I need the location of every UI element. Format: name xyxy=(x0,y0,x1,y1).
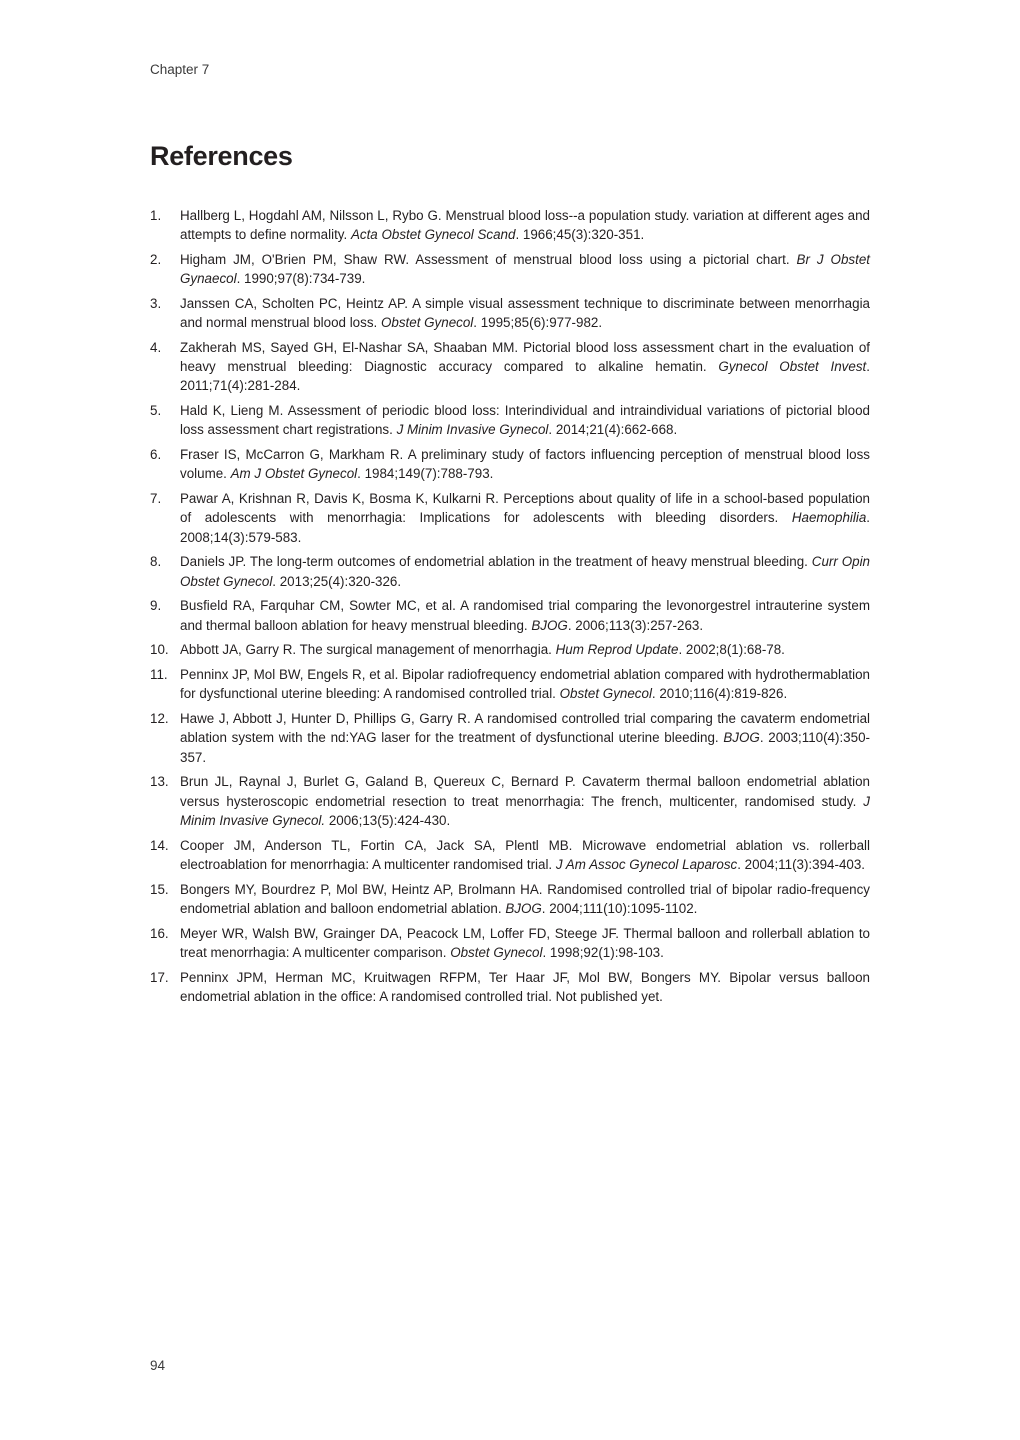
reference-authors: Abbott JA, Garry R. The surgical management of menorrhagia. xyxy=(180,642,556,658)
reference-authors: Busfield RA, Farquhar CM, Sowter MC, et al. A randomised trial comparing the levonorgestrel intrauterine system and thermal balloon ablation for heavy menstrual bleeding. xyxy=(180,598,870,633)
reference-number: 6. xyxy=(150,447,162,463)
reference-authors: Daniels JP. The long-term outcomes of endometrial ablation in the treatment of heavy menstrual bleeding. xyxy=(180,554,812,570)
page-number: 94 xyxy=(150,1358,166,1373)
reference-text xyxy=(180,596,870,634)
reference-item xyxy=(150,665,870,703)
reference-item xyxy=(150,880,870,918)
reference-number: 5. xyxy=(150,403,162,419)
page-title: References xyxy=(150,141,293,171)
reference-authors: Meyer WR, Walsh BW, Grainger DA, Peacock LM, Loffer FD, Steege JF. Thermal balloon and rollerball ablation to treat menorrhagia: A multicenter comparison. xyxy=(180,925,870,960)
reference-number: 1. xyxy=(150,208,162,223)
reference-number: 3. xyxy=(150,296,162,311)
reference-item xyxy=(150,836,870,874)
reference-journal: Haemophilia xyxy=(791,510,867,526)
reference-authors: Penninx JPM, Herman MC, Kruitwagen RFPM, Ter Haar JF, Mol BW, Bongers MY. Bipolar versus balloon endometrial ablation in the office: A randomised controlled trial. Not published yet. xyxy=(180,969,870,1004)
reference-citation: . 1966;45(3):320-351. xyxy=(515,227,645,243)
reference-citation: . 2008;14(3):579-583. xyxy=(180,510,870,545)
reference-authors: Hallberg L, Hogdahl AM, Nilsson L, Rybo G. Menstrual blood loss--a population study. variation at different ages and attempts to define normality. xyxy=(180,208,870,243)
reference-journal: BJOG xyxy=(723,730,760,746)
reference-journal: Br J Obstet Gynaecol xyxy=(180,252,870,287)
reference-text xyxy=(180,206,870,244)
reference-item xyxy=(150,489,870,547)
reference-item xyxy=(150,709,870,767)
reference-item xyxy=(150,772,870,830)
reference-number: 12. xyxy=(150,711,169,727)
reference-number: 13. xyxy=(150,774,169,790)
reference-number: 4. xyxy=(150,340,162,355)
reference-journal: Acta Obstet Gynecol Scand xyxy=(350,227,516,243)
reference-citation: 2006;13(5):424-430. xyxy=(325,812,451,828)
reference-citation: . 2013;25(4):320-326. xyxy=(272,573,402,589)
reference-text xyxy=(180,772,870,830)
reference-item xyxy=(150,294,870,332)
reference-item xyxy=(150,924,870,962)
reference-journal: Curr Opin Obstet Gynecol xyxy=(180,554,870,589)
reference-item xyxy=(150,968,870,1006)
reference-citation: . 2014;21(4):662-668. xyxy=(548,422,678,438)
reference-authors: Higham JM, O'Brien PM, Shaw RW. Assessment of menstrual blood loss using a pictorial chart. xyxy=(180,252,797,267)
reference-authors: Hawe J, Abbott J, Hunter D, Phillips G, Garry R. A randomised controlled trial comparing the cavaterm endometrial ablation system with the nd:YAG laser for the treatment of dysfunctional uterine bleeding. xyxy=(180,711,870,746)
reference-citation: . 2002;8(1):68-78. xyxy=(678,642,785,658)
reference-authors: Janssen CA, Scholten PC, Heintz AP. A simple visual assessment technique to discriminate between menorrhagia and normal menstrual blood loss. xyxy=(180,296,870,331)
reference-journal: BJOG xyxy=(531,617,568,633)
reference-number: 11. xyxy=(150,667,168,683)
reference-authors: Fraser IS, McCarron G, Markham R. A preliminary study of factors influencing perception of menstrual blood loss volume. xyxy=(180,447,870,482)
reference-text xyxy=(180,709,870,767)
reference-citation: . 1998;92(1):98-103. xyxy=(542,944,664,960)
reference-authors: Bongers MY, Bourdrez P, Mol BW, Heintz AP, Brolmann HA. Randomised controlled trial of bipolar radio-frequency endometrial ablation and balloon endometrial ablation. xyxy=(180,881,870,916)
reference-item xyxy=(150,401,870,439)
reference-text xyxy=(180,552,870,590)
reference-text xyxy=(180,401,870,439)
reference-number: 8. xyxy=(150,554,162,570)
reference-journal: J Minim Invasive Gynecol. xyxy=(180,793,870,828)
reference-authors: Zakherah MS, Sayed GH, El-Nashar SA, Shaaban MM. Pictorial blood loss assessment chart in the evaluation of heavy menstrual bleeding: Diagnostic accuracy compared to alkaline hematin. xyxy=(180,340,870,375)
reference-journal: Gynecol Obstet Invest xyxy=(718,359,867,375)
reference-number: 9. xyxy=(150,598,162,614)
reference-number: 17. xyxy=(150,969,169,985)
reference-citation: . 1995;85(6):977-982. xyxy=(473,315,603,331)
reference-citation: . 2010;116(4):819-826. xyxy=(651,686,788,702)
reference-item xyxy=(150,206,870,244)
reference-citation: . 1990;97(8):734-739. xyxy=(236,271,366,287)
reference-journal: J Minim Invasive Gynecol xyxy=(396,422,549,438)
reference-item xyxy=(150,250,870,288)
reference-number: 2. xyxy=(150,252,162,267)
reference-number: 10. xyxy=(150,642,169,658)
reference-item xyxy=(150,445,870,483)
reference-item xyxy=(150,640,870,659)
reference-journal: BJOG xyxy=(505,900,542,916)
reference-item xyxy=(150,596,870,634)
reference-citation: . 2011;71(4):281-284. xyxy=(180,359,870,394)
reference-authors: Hald K, Lieng M. Assessment of periodic blood loss: Interindividual and intraindividual variations of pictorial blood loss assessment chart registrations. xyxy=(180,403,870,438)
running-head: Chapter 7 xyxy=(150,62,210,77)
reference-journal: Hum Reprod Update xyxy=(555,642,679,658)
reference-citation: . 2003;110(4):350-357. xyxy=(180,730,870,765)
reference-text xyxy=(180,489,870,547)
reference-journal: Obstet Gynecol xyxy=(380,315,474,331)
reference-list xyxy=(150,206,870,1012)
reference-number: 15. xyxy=(150,881,169,897)
reference-authors: Pawar A, Krishnan R, Davis K, Bosma K, Kulkarni R. Perceptions about quality of life in a school-based population of adolescents with menorrhagia: Implications for adolescents with bleeding disorders. xyxy=(180,491,870,526)
reference-text xyxy=(180,665,870,703)
reference-item xyxy=(150,338,870,396)
reference-journal: Obstet Gynecol xyxy=(559,686,652,702)
reference-text xyxy=(180,640,870,659)
reference-journal: Am J Obstet Gynecol xyxy=(230,466,358,482)
reference-text xyxy=(180,968,870,1006)
reference-authors: Penninx JP, Mol BW, Engels R, et al. Bipolar radiofrequency endometrial ablation compared with hydrothermablation for dysfunctional uterine bleeding: A randomised controlled trial. xyxy=(180,667,870,702)
reference-authors: Cooper JM, Anderson TL, Fortin CA, Jack SA, Plentl MB. Microwave endometrial ablation vs. rollerball electroablation for menorrhagia: A multicenter randomised trial. xyxy=(180,837,870,872)
reference-text xyxy=(180,338,870,396)
reference-text xyxy=(180,836,870,874)
reference-text xyxy=(180,250,870,288)
reference-text xyxy=(180,445,870,483)
reference-citation: . 2006;113(3):257-263. xyxy=(567,617,704,633)
reference-journal: J Am Assoc Gynecol Laparosc xyxy=(555,856,738,872)
reference-item xyxy=(150,552,870,590)
reference-text xyxy=(180,880,870,918)
reference-number: 14. xyxy=(150,837,169,853)
reference-text xyxy=(180,294,870,332)
reference-citation: . 2004;111(10):1095-1102. xyxy=(541,900,698,916)
reference-number: 16. xyxy=(150,925,169,941)
reference-text xyxy=(180,924,870,962)
reference-authors: Brun JL, Raynal J, Burlet G, Galand B, Quereux C, Bernard P. Cavaterm thermal balloon endometrial ablation versus hysteroscopic endometrial resection to treat menorrhagia: The french, multicenter, randomised study. xyxy=(180,774,870,809)
reference-number: 7. xyxy=(150,491,162,507)
reference-journal: Obstet Gynecol xyxy=(450,944,543,960)
reference-citation: . 1984;149(7):788-793. xyxy=(357,466,494,482)
reference-citation: . 2004;11(3):394-403. xyxy=(737,856,866,872)
